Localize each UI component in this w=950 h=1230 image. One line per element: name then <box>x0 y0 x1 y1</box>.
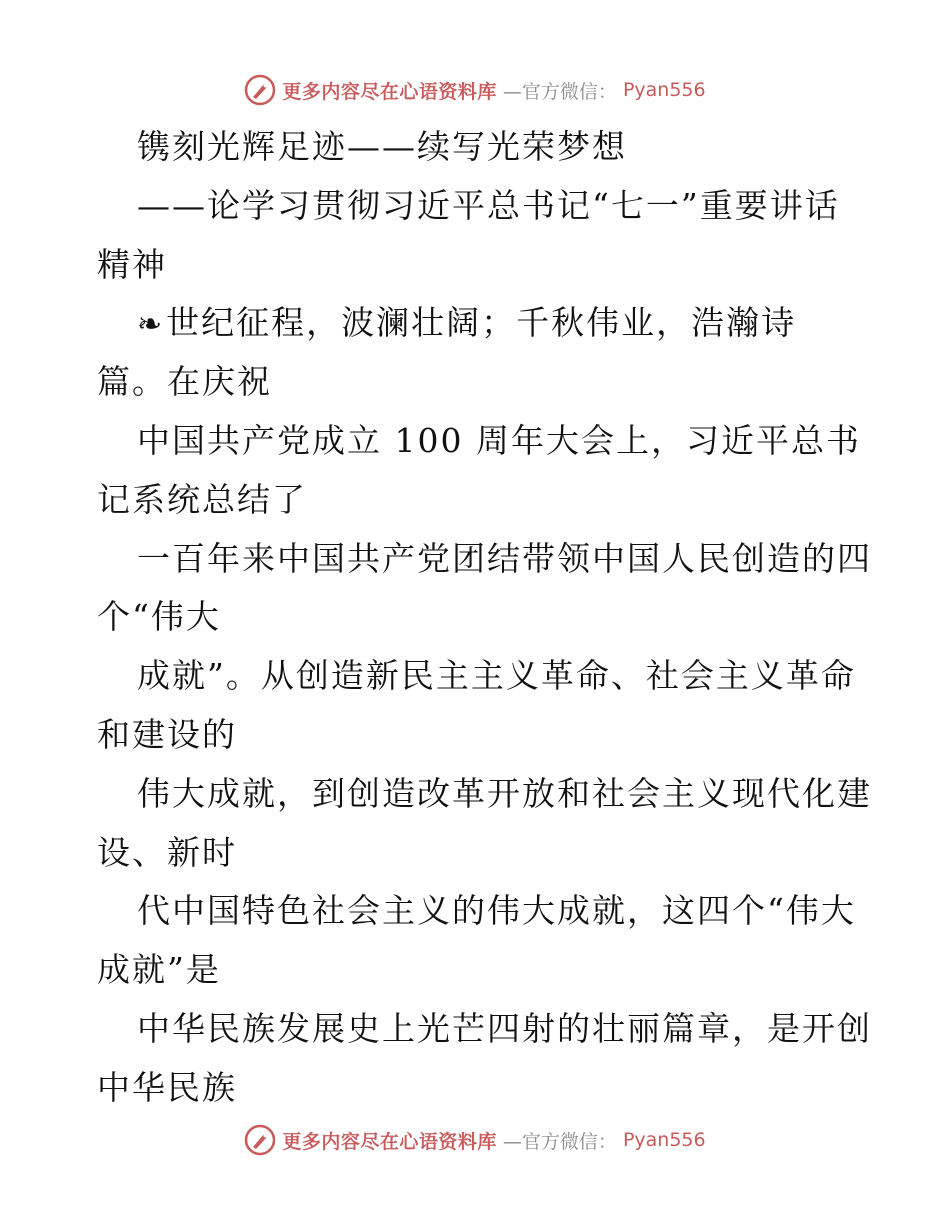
text-line <box>97 412 897 471</box>
text-line-content: 成就”是 <box>97 950 221 990</box>
text-line-content: 世纪征程，波澜壮阔；千秋伟业，浩瀚诗 <box>166 303 797 343</box>
text-line <box>97 765 897 824</box>
text-line-content: 中国共产党成立 100 周年大会上，习近平总书 <box>137 420 861 460</box>
text-line <box>97 824 897 883</box>
text-line-content: 个“伟大 <box>97 597 221 637</box>
text-line-content: 镌刻光辉足迹——续写光荣梦想 <box>137 127 627 166</box>
document-body <box>97 118 897 1118</box>
header-watermark <box>0 70 950 110</box>
text-line <box>97 1059 897 1118</box>
watermark-separator: —官方微信： <box>502 1130 617 1153</box>
ornament-icon: ❧ <box>137 307 165 343</box>
text-line-content: 篇。在庆祝 <box>97 362 272 402</box>
text-line-content: 中华民族发展史上光芒四射的壮丽篇章，是开创 <box>137 1008 872 1048</box>
text-line-content: 中华民族 <box>97 1067 237 1107</box>
text-line <box>97 177 897 236</box>
pen-logo-icon <box>244 74 276 106</box>
text-line-content: 和建设的 <box>97 714 237 754</box>
text-line <box>97 530 897 589</box>
text-line-content: 设、新时 <box>97 832 237 872</box>
text-line <box>97 941 897 1000</box>
text-line <box>97 882 897 941</box>
text-line <box>97 118 897 177</box>
text-line-content: 一百年来中国共产党团结带领中国人民创造的四 <box>137 538 872 578</box>
watermark-text: 更多内容尽在心语资料库 <box>282 1130 497 1153</box>
text-line-content: 伟大成就，到创造改革开放和社会主义现代化建 <box>137 773 872 813</box>
footer-watermark <box>0 1120 950 1160</box>
pen-logo-icon <box>244 1124 276 1156</box>
text-line <box>97 588 897 647</box>
watermark-separator: —官方微信： <box>502 80 617 103</box>
text-line-content: 成就”。从创造新民主主义革命、社会主义革命 <box>137 656 856 696</box>
watermark-text: 更多内容尽在心语资料库 <box>282 80 497 103</box>
text-line-content: 代中国特色社会主义的伟大成就，这四个“伟大 <box>137 891 856 931</box>
text-line <box>97 236 897 295</box>
text-line <box>97 353 897 412</box>
text-line <box>97 647 897 706</box>
watermark-id: Pyan556 <box>622 1129 706 1151</box>
text-line <box>97 471 897 530</box>
watermark-id: Pyan556 <box>622 79 706 101</box>
text-line <box>97 706 897 765</box>
text-line <box>97 294 897 353</box>
text-line <box>97 1000 897 1059</box>
text-line-content: 精神 <box>97 244 167 284</box>
text-line-content: ——论学习贯彻习近平总书记“七一”重要讲话 <box>137 185 840 225</box>
text-line-content: 记系统总结了 <box>97 479 307 519</box>
